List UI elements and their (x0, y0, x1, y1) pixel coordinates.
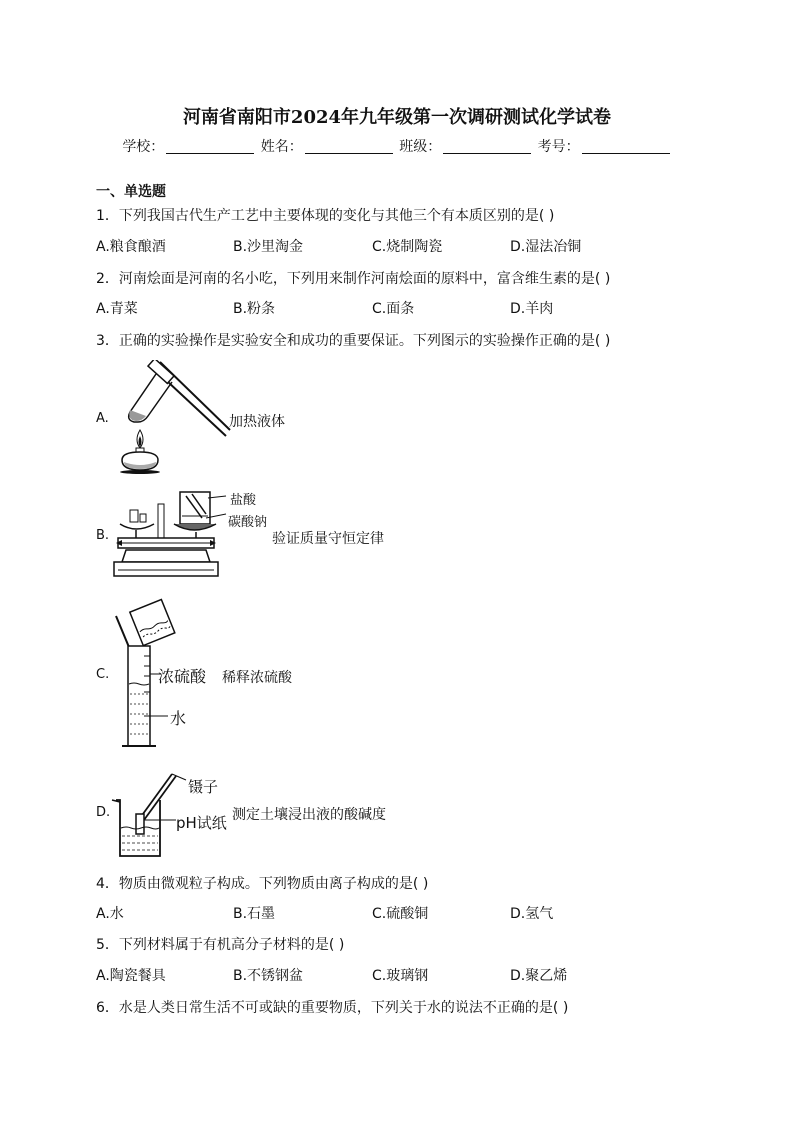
water-tag: 水 (170, 709, 187, 728)
q2-option-b[interactable]: B.粉条 (233, 301, 276, 317)
heating-liquid-figure (108, 360, 233, 475)
q3-option-a-label: 加热液体 (229, 414, 285, 430)
q1-option-b[interactable]: B.沙里淘金 (233, 239, 304, 255)
question-2: 2．河南烩面是河南的名小吃，下列用来制作河南烩面的原料中，富含维生素的是( ) (96, 271, 611, 287)
class-label: 班级： (399, 139, 442, 155)
q1-option-a[interactable]: A.粮食酿酒 (96, 239, 166, 255)
question-5: 5．下列材料属于有机高分子材料的是( ) (96, 937, 345, 953)
question-1-options (96, 236, 716, 256)
question-6: 6．水是人类日常生活不可或缺的重要物质，下列关于水的说法不正确的是( ) (96, 1000, 569, 1016)
q4-option-c[interactable]: C.硫酸铜 (372, 906, 429, 922)
q3-option-a-letter[interactable]: A. (96, 411, 109, 426)
q5-option-c[interactable]: C.玻璃钢 (372, 968, 429, 984)
q3-option-c-letter[interactable]: C. (96, 667, 110, 682)
q2-option-a[interactable]: A.青菜 (96, 301, 138, 317)
hydrochloric-acid-tag: 盐酸 (230, 493, 257, 508)
question-2-options (96, 298, 716, 318)
q2-option-d[interactable]: D.羊肉 (510, 301, 554, 317)
q2-option-c[interactable]: C.面条 (372, 301, 415, 317)
name-label: 姓名： (260, 139, 303, 155)
q3-option-d-label: 测定土壤浸出液的酸碱度 (232, 807, 386, 823)
sodium-carbonate-tag: 碳酸钠 (228, 515, 268, 530)
concentrated-acid-tag: 浓硫酸 (158, 667, 207, 686)
section-heading: 一、单选题 (96, 184, 166, 200)
question-5-options (96, 965, 716, 985)
q1-option-d[interactable]: D.湿法冶铜 (510, 239, 582, 255)
question-3: 3．正确的实验操作是实验安全和成功的重要保证。下列图示的实验操作正确的是( ) (96, 333, 611, 349)
class-blank[interactable] (443, 139, 531, 154)
name-blank[interactable] (305, 139, 393, 154)
q3-option-d-letter[interactable]: D. (96, 805, 111, 820)
school-label: 学校： (122, 139, 165, 155)
q4-option-d[interactable]: D.氢气 (510, 906, 554, 922)
number-blank[interactable] (582, 139, 670, 154)
q4-option-b[interactable]: B.石墨 (233, 906, 276, 922)
q5-option-a[interactable]: A.陶瓷餐具 (96, 968, 166, 984)
question-4: 4．物质由微观粒子构成。下列物质由离子构成的是( ) (96, 876, 429, 892)
ph-paper-tag: pH试纸 (176, 814, 227, 832)
q3-option-b-letter[interactable]: B. (96, 528, 110, 543)
page-title: 河南省南阳市2024年九年级第一次调研测试化学试卷 (182, 107, 612, 128)
tweezers-tag: 镊子 (188, 778, 219, 796)
q1-option-c[interactable]: C.烧制陶瓷 (372, 239, 443, 255)
school-blank[interactable] (166, 139, 254, 154)
question-4-options (96, 903, 716, 923)
number-label: 考号： (537, 139, 580, 155)
q5-option-d[interactable]: D.聚乙烯 (510, 968, 568, 984)
q5-option-b[interactable]: B.不锈钢盆 (233, 968, 304, 984)
q4-option-a[interactable]: A.水 (96, 906, 124, 922)
student-info-line (0, 136, 794, 156)
q3-option-c-label: 稀释浓硫酸 (222, 670, 292, 686)
question-1: 1．下列我国古代生产工艺中主要体现的变化与其他三个有本质区别的是( ) (96, 208, 555, 224)
q3-option-b-label: 验证质量守恒定律 (272, 531, 384, 547)
